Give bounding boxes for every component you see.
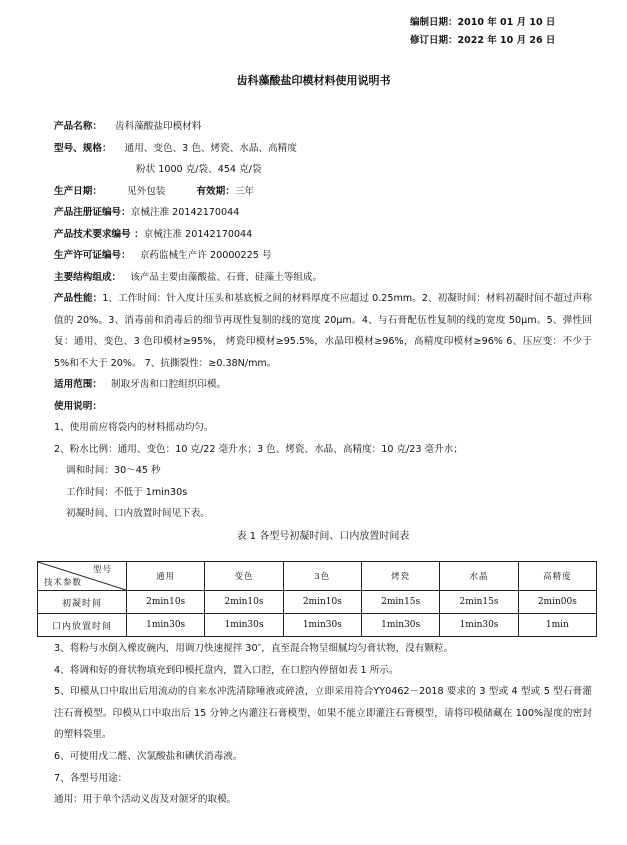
license-row bbox=[54, 245, 592, 267]
product-info bbox=[54, 116, 592, 547]
tech-requirement-label: 产品技术要求编号 ： bbox=[54, 228, 144, 240]
composition-label: 主要结构组成： bbox=[54, 271, 122, 283]
performance-paragraph bbox=[54, 288, 592, 374]
row-label: 口内放置时间 bbox=[38, 614, 127, 637]
usage-heading: 使用说明： bbox=[54, 400, 102, 412]
usage-step-1: 1、使用前应将袋内的材料摇动均匀。 bbox=[54, 422, 214, 433]
table-cell: 1min30s bbox=[283, 614, 361, 637]
performance-label: 产品性能： bbox=[54, 293, 103, 304]
column-header: 通用 bbox=[127, 562, 205, 591]
table-cell: 2min10s bbox=[283, 591, 361, 614]
registration-row bbox=[54, 202, 592, 224]
row-label: 初凝时间 bbox=[38, 591, 127, 614]
composition-value: 该产品主要由藻酸盐、石膏、硅藻土等组成。 bbox=[130, 271, 323, 283]
table-corner-cell bbox=[38, 562, 127, 591]
usage-step-6: 6、可使用戊二醛、次氯酸盐和碘伏消毒液。 bbox=[54, 750, 243, 762]
work-time: 工作时间：不低于 1min30s bbox=[66, 486, 188, 498]
column-header: 水晶 bbox=[440, 562, 518, 591]
expiry-label: 有效期： bbox=[196, 185, 235, 197]
product-name-value: 齿科藻酸盐印模材料 bbox=[115, 121, 202, 132]
production-date-value: 见外包装 bbox=[127, 185, 166, 197]
table-cell: 2min15s bbox=[440, 591, 518, 614]
license-label: 生产许可证编号： bbox=[54, 250, 131, 261]
scope-label: 适用范围： bbox=[54, 379, 102, 390]
date-block bbox=[410, 14, 555, 50]
model-value-1: 通用、变色、3 色、烤瓷、水晶、高精度 bbox=[124, 142, 297, 154]
table-header-row bbox=[38, 562, 597, 591]
usage-continued bbox=[54, 638, 592, 811]
table-cell: 2min10s bbox=[127, 591, 205, 614]
column-header: 变色 bbox=[205, 562, 283, 591]
table-cell: 1min bbox=[518, 614, 596, 637]
table-row bbox=[38, 614, 597, 637]
registration-value: 京械注准 20142170044 bbox=[130, 207, 240, 218]
revise-date: 修订日期：2022 年 10 月 26 日 bbox=[410, 35, 556, 46]
usage-step-5: 5、印模从口中取出后用流动的自来水冲洗清除唾液或碎渣，立即采用符合YY0462－2018 要求的 3 型或 4 型或 5 型石膏灌注石膏模型。印模从口中取出后 15 分钟之内灌注石膏模型，如果不能立即灌注石膏模型，请将印模储藏在 100%湿度的密封的塑料袋里。 bbox=[54, 686, 592, 741]
usage-step-7: 7、各型号用途： bbox=[54, 772, 128, 784]
column-header: 烤瓷 bbox=[361, 562, 439, 591]
model-value-2: 粉状 1000 克/袋、454 克/袋 bbox=[136, 164, 262, 175]
license-value: 京药监械生产许 20000225 号 bbox=[139, 250, 272, 261]
table-cell: 1min30s bbox=[205, 614, 283, 637]
table-cell: 2min15s bbox=[361, 591, 439, 614]
usage-step-3: 3、将粉与水倒入橡皮碗内，用调刀快速搅拌 30″，直至混合物呈细腻均匀膏状物，没有颗粒。 bbox=[54, 643, 454, 654]
corner-bottom-label: 技术参数 bbox=[44, 578, 83, 588]
tech-requirement-row bbox=[54, 224, 592, 246]
model-label: 型号、规格： bbox=[54, 142, 112, 154]
scope-row bbox=[54, 374, 592, 396]
model-row-2 bbox=[54, 159, 592, 181]
registration-label: 产品注册证编号： bbox=[54, 207, 131, 218]
expiry-value: 三年 bbox=[234, 185, 255, 197]
table-cell: 1min30s bbox=[361, 614, 439, 637]
column-header: 高精度 bbox=[518, 562, 596, 591]
table-row bbox=[38, 591, 597, 614]
column-header: 3色 bbox=[283, 562, 361, 591]
corner-top-label: 型号 bbox=[92, 565, 112, 575]
product-name-label: 产品名称： bbox=[54, 121, 102, 132]
usage-step-4: 4、将调和好的膏状物填充到印模托盘内，置入口腔，在口腔内停留如表 1 所示。 bbox=[54, 664, 399, 676]
product-name-row bbox=[54, 116, 592, 138]
setting-time-table bbox=[37, 561, 597, 637]
table-intro: 初凝时间、口内放置时间见下表。 bbox=[66, 508, 210, 519]
tech-requirement-value: 京械注准 20142170044 bbox=[143, 228, 253, 240]
mix-time: 调和时间：30～45 秒 bbox=[66, 465, 161, 476]
table-caption: 表 1 各型号初凝时间、口内放置时间表 bbox=[236, 530, 410, 542]
performance-value: 1、工作时间：针入度计压头和基底板之间的材料厚度不应超过 0.25mm。2、初凝时间：材料初凝时间不超过声称值的 20%。3、消毒前和消毒后的细节再现性复制的线的宽度 20μm。4、与石膏配伍性复制的线的宽度 50μm。5、弹性回复：通用、变色、3 色印模材≥95%， 烤瓷印模材≥95.5%，水晶印模材≥96%，高精度印模材≥96% 6、压应变：不少于 5%和不大于 20%。 7、抗撕裂性：≥0.38N/mm。 bbox=[54, 293, 593, 369]
table-cell: 2min00s bbox=[518, 591, 596, 614]
model-row bbox=[54, 138, 592, 160]
general-use: 通用：用于单个活动义齿及对颌牙的取模。 bbox=[54, 794, 237, 806]
table-cell: 1min30s bbox=[440, 614, 518, 637]
table-cell: 1min30s bbox=[127, 614, 205, 637]
composition-row bbox=[54, 267, 592, 289]
document-title: 齿科藻酸盐印模材料使用说明书 bbox=[236, 74, 391, 87]
table-cell: 2min10s bbox=[205, 591, 283, 614]
scope-value: 制取牙齿和口腔组织印模。 bbox=[111, 379, 227, 390]
usage-step-2: 2、粉水比例：通用、变色：10 克/22 毫升水；3 色、烤瓷、水晶、高精度：10 克/23 毫升水； bbox=[54, 443, 463, 455]
production-date-row bbox=[54, 181, 592, 203]
compile-date: 编制日期：2010 年 01 月 10 日 bbox=[410, 17, 556, 28]
production-date-label: 生产日期： bbox=[54, 185, 102, 197]
